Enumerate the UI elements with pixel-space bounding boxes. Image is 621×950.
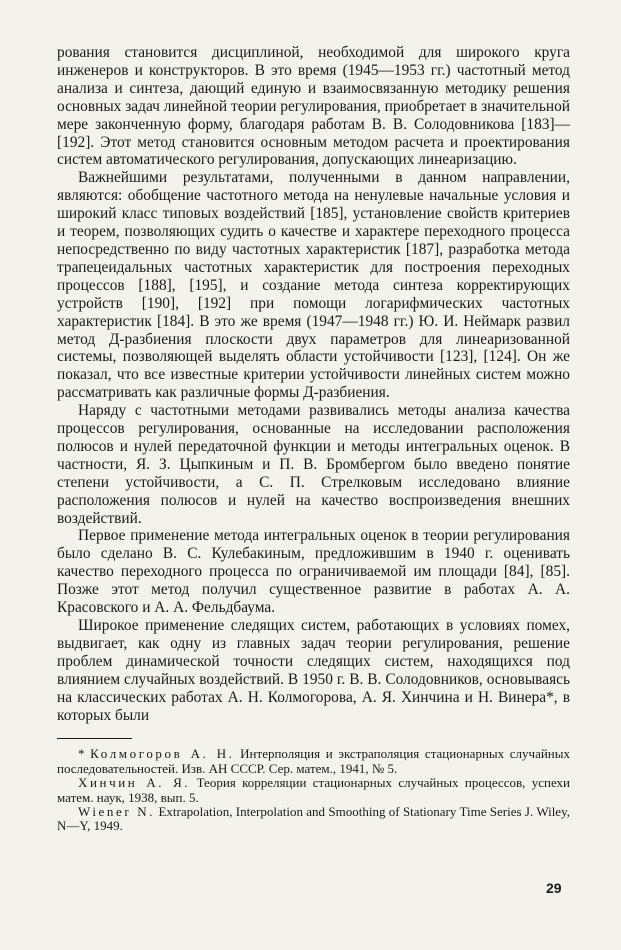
paragraph-integral-estimates: Первое применение метода интегральных оценок в теории регулирования было сделано В. С. Кулебакиным, предложившим в 1940 г. оценивать качество переходного процесса по ограничиваемой им площади [84], [85]. Позже этот метод получил существенное развитие в работах А. А. Красовского и А. А. Фельдбаума. — [57, 527, 570, 617]
paragraph-continued: рования становится дисциплиной, необходимой для широкого круга инженеров и конструкторов. В это время (1945—1953 гг.) частотный метод анализа и синтеза, дающий единую и взаимосвязанную методику решения основных задач линейной теории регулирования, приобретает в значительной мере законченную форму, благодаря работам В. В. Солодовникова [183]—[192]. Этот метод становится основным методом расчета и проектирования систем автоматического регулирования, допускающих линеаризацию. — [57, 44, 570, 169]
footnote — [57, 776, 570, 805]
footnote-marker: * — [78, 746, 91, 762]
footnote — [57, 805, 570, 834]
footnote-text: Extrapolation, Interpolation and Smoothing of Stationary Time Series J. Wiley, N—Y, 1949. — [57, 804, 570, 834]
footnote-author: Wiener N. — [78, 804, 156, 820]
footnote-text: Теория корреляции стационарных случайных процессов, успехи матем. наук, 1938, вып. 5. — [57, 775, 571, 805]
footnote-text: Интерполяция и экстраполяция стационарных случайных последовательностей. Изв. АН СССР. Сер. матем., 1941, № 5. — [57, 746, 570, 776]
paragraph-tracking-systems: Широкое применение следящих систем, работающих в условиях помех, выдвигает, как одну из главных задач теории регулирования, решение проблем динамической точности следящих систем, находящихся под влиянием случайных воздействий. В 1950 г. В. В. Солодовников, основываясь на классических работах А. Н. Колмогорова, А. Я. Хинчина и Н. Винера*, в которых были — [57, 617, 570, 724]
page-body — [57, 44, 570, 834]
paragraph-results: Важнейшими результатами, полученными в данном направлении, являются: обобщение частотного метода на ненулевые начальные условия и широкий класс типовых воздействий [185], установление свойств критериев и теорем, позволяющих судить о качестве и характере переходного процесса непосредственно по виду частотных характеристик [187], разработка метода трапецеидальных частотных характеристик для построения переходных процессов [188], [195], и создание метода синтеза корректирующих устройств [190], [192] при помощи логарифмических частотных характеристик [184]. В это же время (1947—1948 гг.) Ю. И. Неймарк развил метод Д-разбиения плоскости двух параметров для линеаризованной системы, позволяющей выделять области устойчивости [123], [124]. Он же показал, что все известные критерии устойчивости линейных систем можно рассматривать как различные формы Д-разбиения. — [57, 169, 570, 402]
paragraph-quality-analysis: Наряду с частотными методами развивались методы анализа качества процессов регулирования, основанные на исследовании расположения полюсов и нулей передаточной функции и методы интегральных оценок. В частности, Я. З. Цыпкиным и П. В. Бромбергом было введено понятие степени устойчивости, а С. П. Стрелковым исследовано влияние расположения полюсов и нулей на качество воспроизведения внешних воздействий. — [57, 402, 570, 527]
footnote — [57, 747, 570, 776]
footnote-author: Хинчин А. Я. — [78, 775, 191, 791]
footnotes — [57, 747, 570, 833]
footnote-author: Колмогоров А. Н. — [90, 746, 235, 762]
page-number: 29 — [546, 880, 562, 896]
footnote-separator — [57, 738, 132, 739]
